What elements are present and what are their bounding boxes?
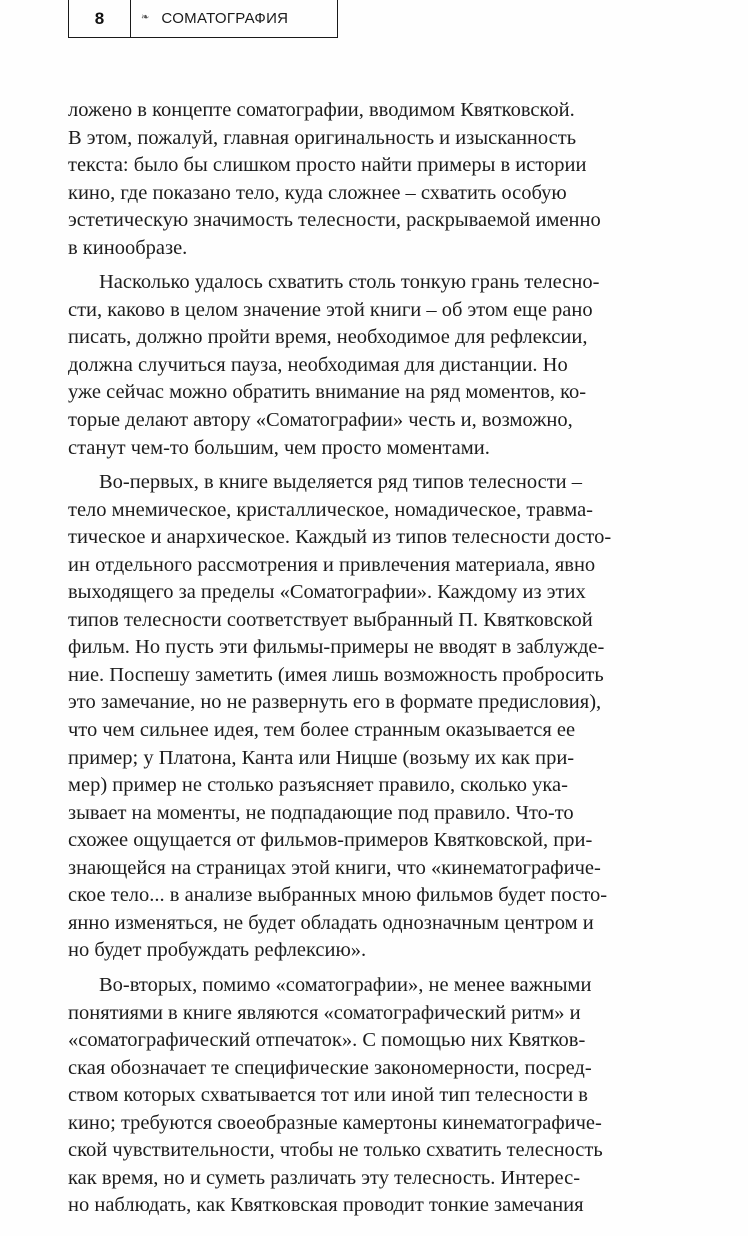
text-line: понятиями в книге являются «соматографический ритм» и: [68, 1001, 581, 1024]
text-line: эстетическую значимость телесности, раскрываемой именно: [68, 209, 601, 232]
text-line: текста: было бы слишком просто найти примеры в истории: [68, 154, 587, 177]
text-line: станут чем-то большим, чем просто моментами.: [68, 436, 490, 459]
text-line: но наблюдать, как Квятковская проводит тонкие замечания: [68, 1194, 584, 1217]
paragraph: [68, 972, 748, 1220]
text-line: типов телесности соответствует выбранный П. Квятковской: [68, 608, 593, 631]
text-line: торые делают автору «Соматографии» честь и, возможно,: [68, 409, 573, 432]
paragraph: [68, 269, 748, 462]
text-line: янно изменяться, не будет обладать однозначным центром и: [68, 911, 594, 934]
text-line: кино; требуются своеобразные камертоны кинематографиче-: [68, 1111, 602, 1134]
text-line: мер) пример не столько разъясняет правило, сколько ука-: [68, 774, 568, 797]
text-line: тическое и анархическое. Каждый из типов телесности досто-: [68, 526, 612, 549]
text-line: «соматографический отпечаток». С помощью них Квятков-: [68, 1029, 586, 1052]
page-number: 8: [69, 0, 131, 37]
paragraph-gap: [68, 262, 748, 269]
text-line: но будет пробуждать рефлексию».: [68, 939, 367, 962]
text-line: зывает на моменты, не подпадающие под правило. Что-то: [68, 801, 574, 824]
running-head: [68, 0, 338, 38]
text-line: Во-первых, в книге выделяется ряд типов телесности –: [99, 471, 583, 494]
text-line: это замечание, но не развернуть его в формате предисловия),: [68, 691, 602, 714]
text-line: в кинообразе.: [68, 236, 188, 259]
text-line: ние. Поспешу заметить (имея лишь возможность пробросить: [68, 663, 604, 686]
text-line: схожее ощущается от фильмов-примеров Квятковской, при-: [68, 829, 593, 852]
text-line: ин отдельного рассмотрения и привлечения материала, явно: [68, 553, 596, 576]
text-line: писать, должно пройти время, необходимое для рефлексии,: [68, 326, 588, 349]
text-line: Во-вторых, помимо «соматографии», не менее важными: [99, 973, 592, 996]
text-line: ская обозначает те специфические закономерности, посред-: [68, 1056, 592, 1079]
paragraph-gap: [68, 462, 748, 469]
text-line: ложено в концепте соматографии, вводимом Квятковской.: [68, 99, 575, 121]
text-line: как время, но и суметь различать эту телесность. Интерес-: [68, 1166, 581, 1189]
text-line: ское тело... в анализе выбранных мною фильмов будет посто-: [68, 884, 608, 907]
text-line: Насколько удалось схватить столь тонкую грань телесно-: [99, 271, 600, 294]
text-line: знающейся на страницах этой книги, что «кинематографиче-: [68, 856, 601, 879]
body-text: [68, 97, 748, 1220]
paragraph: [68, 97, 748, 262]
text-line: ством которых схватывается тот или иной тип телесности в: [68, 1084, 588, 1107]
text-line: должна случиться пауза, необходимая для дистанции. Но: [68, 353, 568, 376]
paragraph: [68, 469, 748, 965]
paragraph-gap: [68, 965, 748, 972]
text-line: пример; у Платона, Канта или Ницше (возьму их как при-: [68, 746, 575, 769]
text-line: уже сейчас можно обратить внимание на ряд моментов, ко-: [68, 381, 587, 404]
text-line: тело мнемическое, кристаллическое, номадическое, травма-: [68, 498, 594, 521]
text-line: выходящего за пределы «Соматографии». Каждому из этих: [68, 581, 586, 604]
section-title: СОМАТОГРАФИЯ: [161, 10, 289, 27]
header-ornament-icon: ❧: [141, 12, 150, 23]
text-line: ской чувствительности, чтобы не только схватить телесность: [68, 1139, 603, 1162]
text-line: сти, каково в целом значение этой книги – об этом еще рано: [68, 298, 593, 321]
text-line: что чем сильнее идея, тем более странным оказывается ее: [68, 719, 576, 742]
text-line: кино, где показано тело, куда сложнее – схватить особую: [68, 181, 567, 204]
text-line: фильм. Но пусть эти фильмы-примеры не вводят в заблужде-: [68, 636, 605, 659]
text-line: В этом, пожалуй, главная оригинальность и изысканность: [68, 126, 577, 149]
